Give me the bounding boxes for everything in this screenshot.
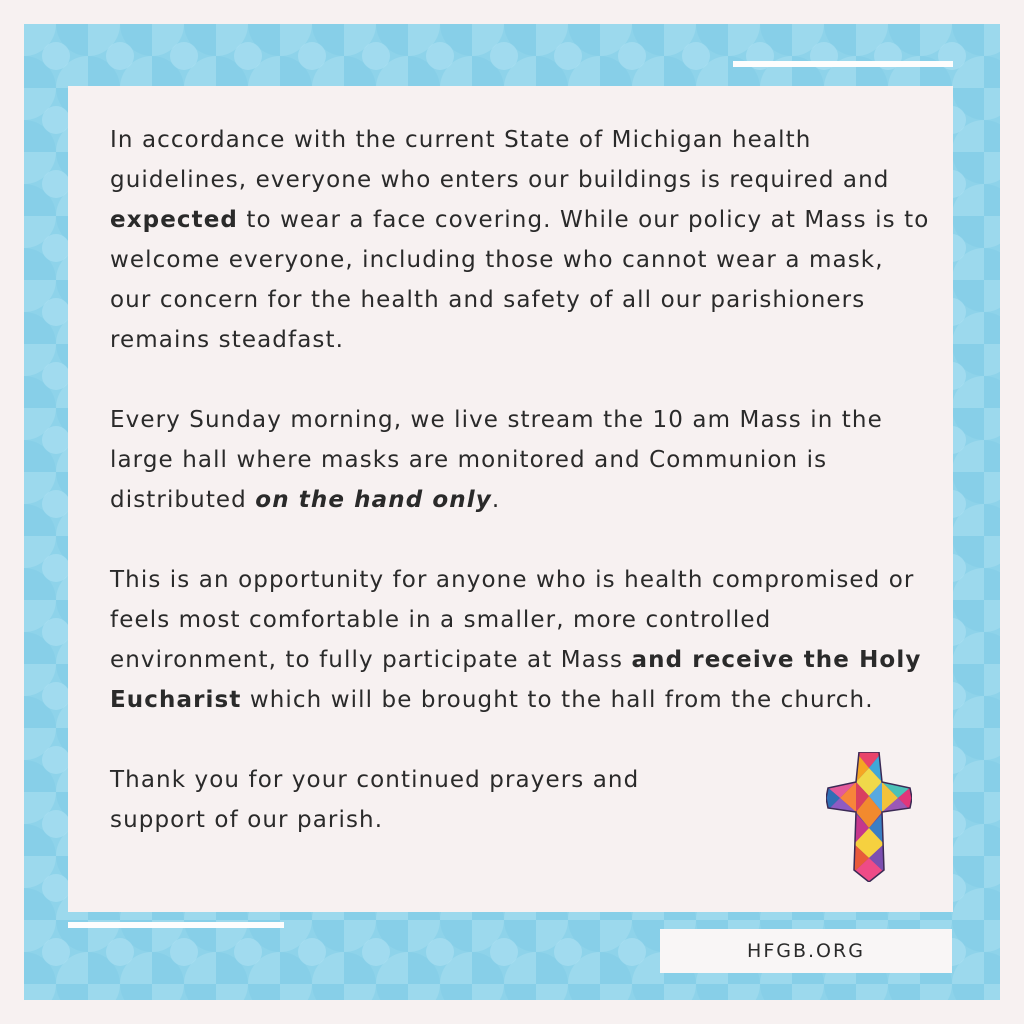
paragraph-thank-you: Thank you for your continued prayers and support of our parish.: [110, 767, 640, 833]
website-label[interactable]: HFGB.ORG: [660, 929, 952, 973]
bottom-accent-line: [68, 922, 284, 928]
paragraph-opportunity: This is an opportunity for anyone who is health compromised or feels most comfortable in a smaller, more controlled environment, to fully participate at Mass and receive the Holy Eucharist which will be brought to the hall from the church.: [110, 567, 922, 713]
stained-glass-cross-icon: [826, 752, 912, 886]
notice-text: [110, 120, 930, 880]
paragraph-live-stream: Every Sunday morning, we live stream the 10 am Mass in the large hall where masks are monitored and Communion is distributed on the hand only.: [110, 407, 883, 513]
top-accent-line: [733, 61, 953, 67]
paragraph-mask-policy: In accordance with the current State of Michigan health guidelines, everyone who enters our buildings is required and expected to wear a face covering. While our policy at Mass is to welcome everyone, including those who cannot wear a mask, our concern for the health and safety of all our parishioners remains steadfast.: [110, 127, 930, 353]
